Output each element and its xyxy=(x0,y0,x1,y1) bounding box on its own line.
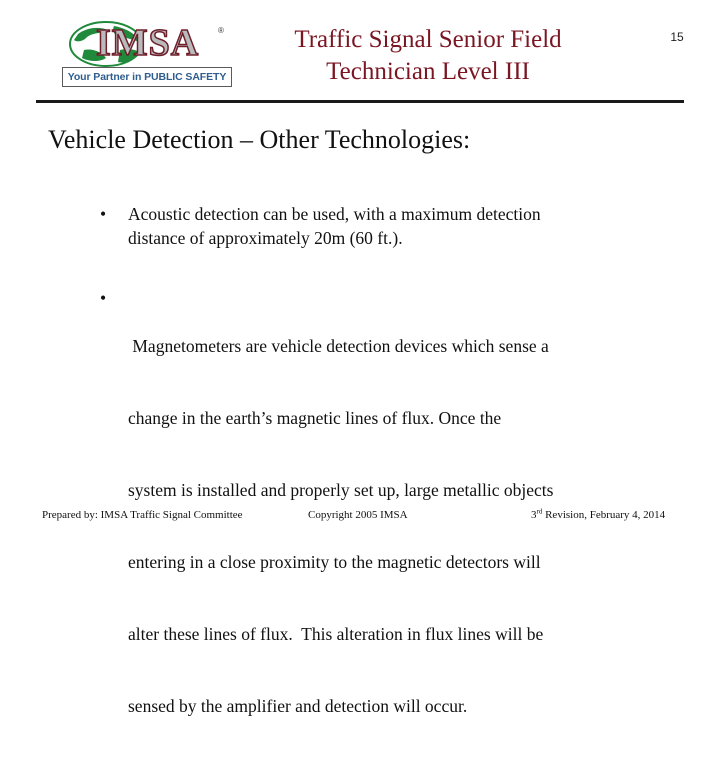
revision-date: Revision, February 4, 2014 xyxy=(542,509,666,521)
footer-copyright: Copyright 2005 IMSA xyxy=(308,509,408,521)
header-divider xyxy=(36,100,684,103)
bullet-line: sensed by the amplifier and detection will occur. xyxy=(128,696,468,716)
bullet-marker: • xyxy=(100,204,107,224)
bullet-line: alter these lines of flux. This alteration in flux lines will be xyxy=(128,624,544,644)
slide-title-line-1: Traffic Signal Senior Field xyxy=(294,26,562,53)
bullet-item-acoustic xyxy=(100,202,640,250)
slide-title-line-2: Technician Level III xyxy=(326,58,530,85)
bullet-line: entering in a close proximity to the magnetic detectors will xyxy=(128,552,541,572)
bullet-list xyxy=(100,202,640,766)
revision-ordinal: 3 xyxy=(531,509,537,521)
bullet-line: system is installed and properly set up, large metallic objects xyxy=(128,480,554,500)
page-number: 15 xyxy=(670,30,684,44)
bullet-item-magnetometers xyxy=(100,286,640,766)
revision-ordinal-suffix: rd xyxy=(536,507,543,516)
bullet-line: distance of approximately 20m (60 ft.). xyxy=(128,228,403,248)
imsa-wordmark: IMSA xyxy=(96,22,200,64)
imsa-logo xyxy=(62,20,234,90)
bullet-text xyxy=(128,202,640,250)
slide-title xyxy=(248,24,608,88)
footer-revision xyxy=(531,509,665,521)
bullet-marker: • xyxy=(100,288,107,308)
section-heading: Vehicle Detection – Other Technologies: xyxy=(48,125,471,154)
bullet-line: change in the earth’s magnetic lines of flux. Once the xyxy=(128,408,502,428)
registered-mark: ® xyxy=(218,26,224,35)
logo-tagline: Your Partner in PUBLIC SAFETY xyxy=(62,67,232,87)
bullet-text xyxy=(128,286,640,766)
footer-prepared-by: Prepared by: IMSA Traffic Signal Committee xyxy=(42,509,243,521)
bullet-line: Magnetometers are vehicle detection devices which sense a xyxy=(128,336,549,356)
bullet-line: Acoustic detection can be used, with a maximum detection xyxy=(128,204,541,224)
